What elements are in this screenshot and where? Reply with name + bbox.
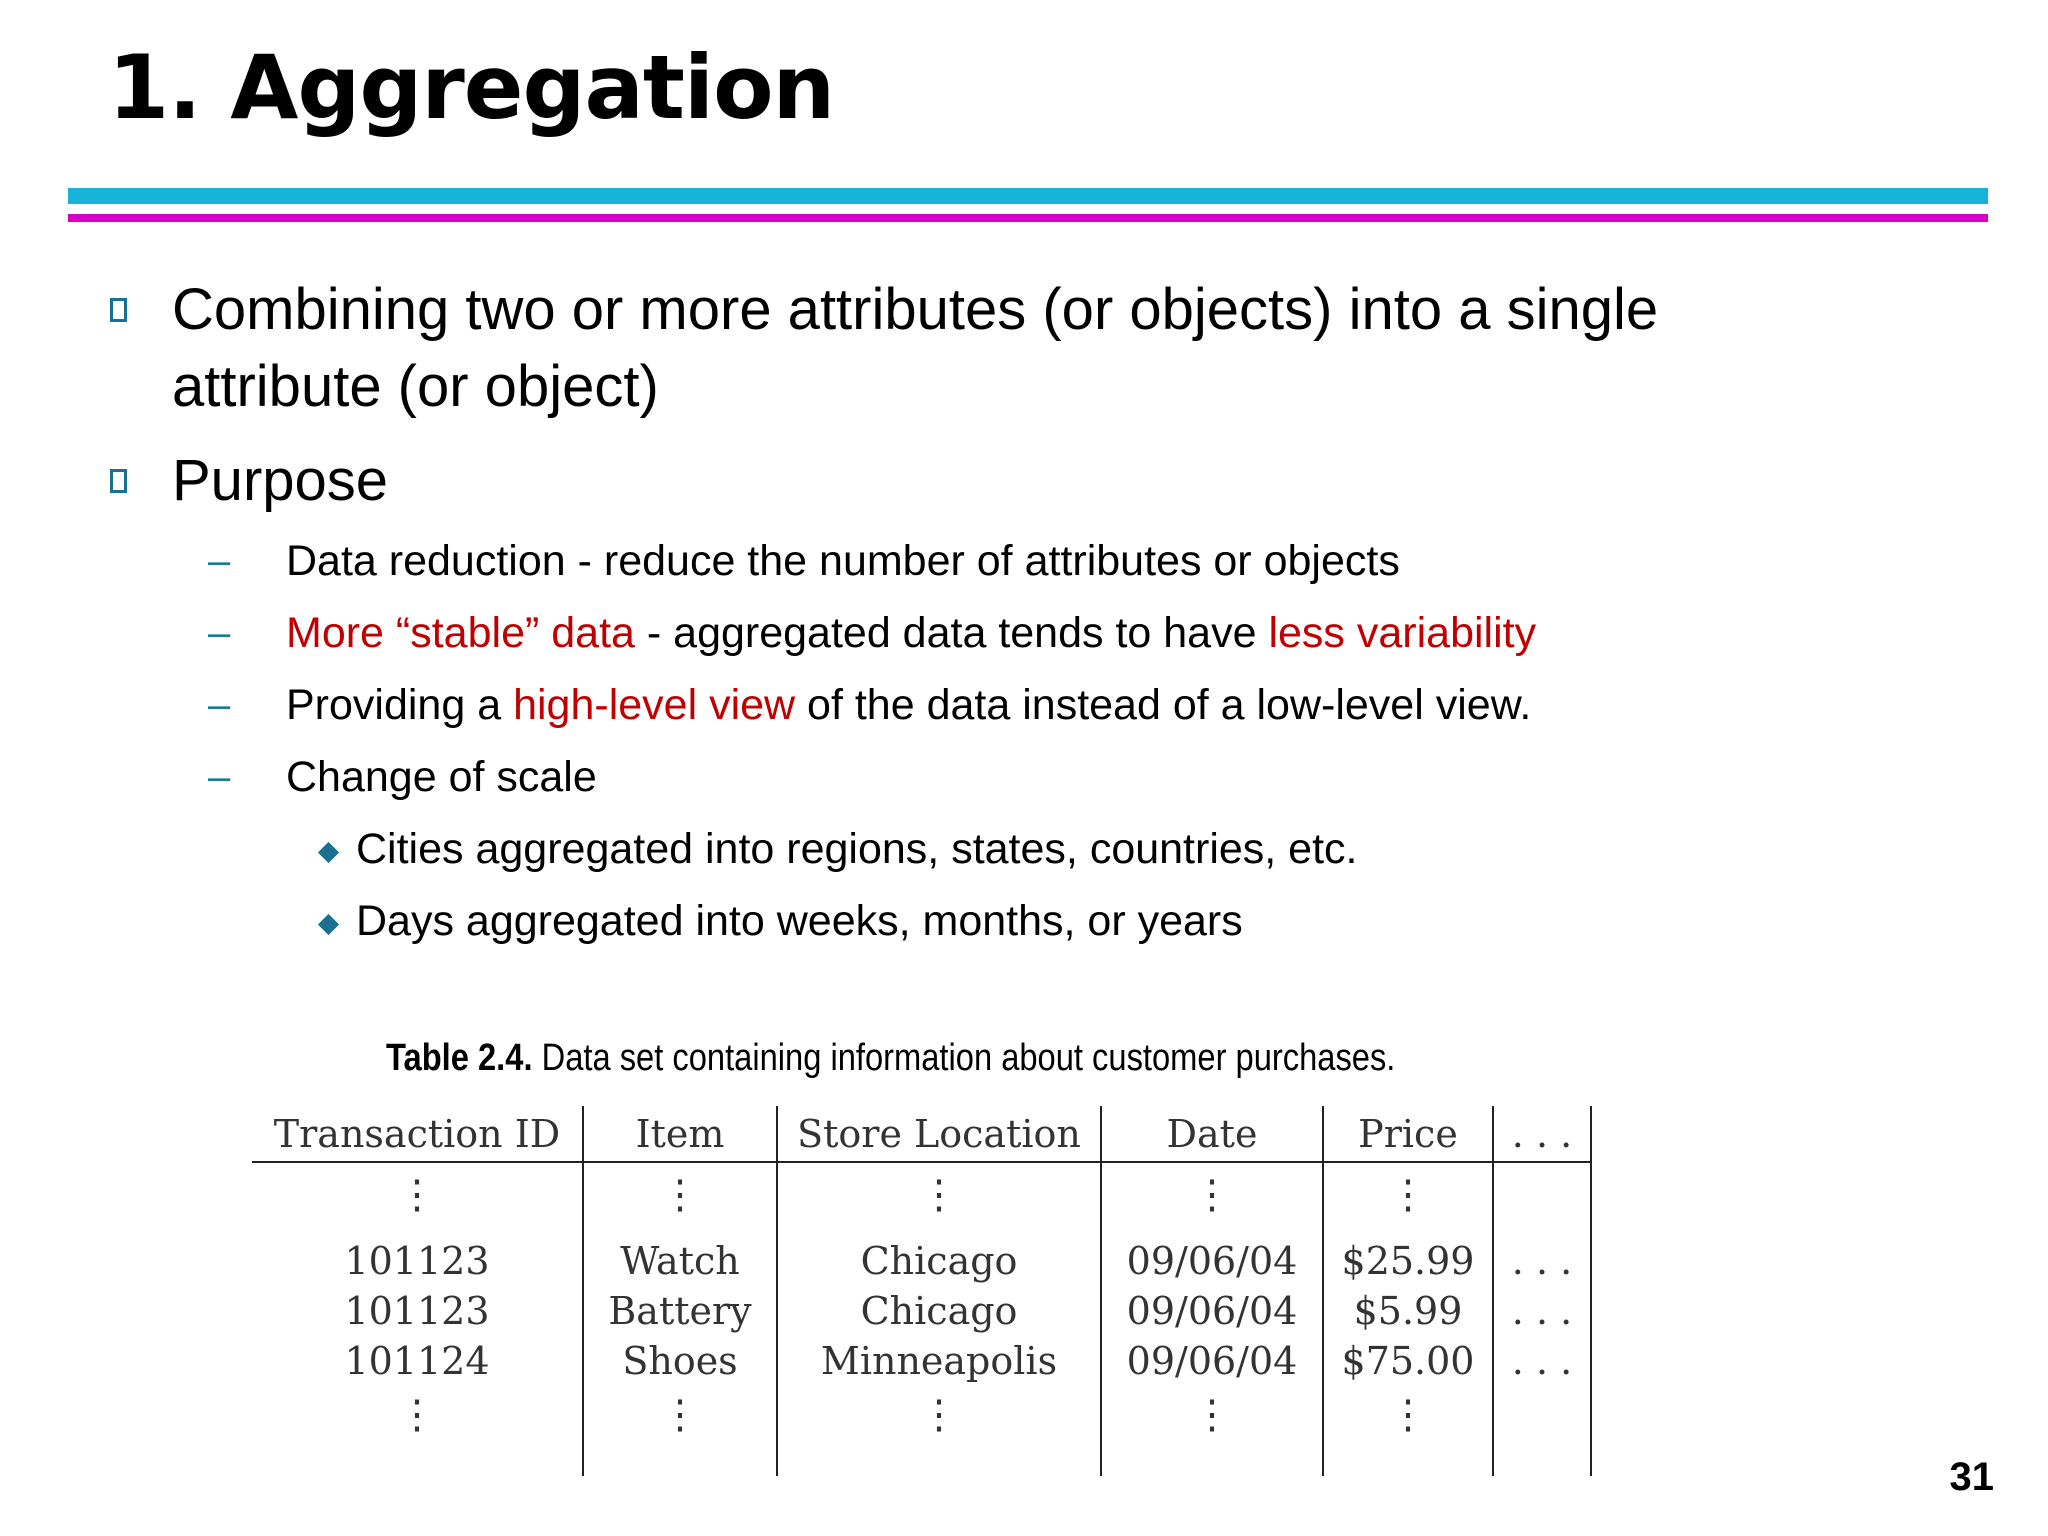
vertical-ellipsis: ⋮ [397, 1172, 437, 1218]
cell-item: Shoes [622, 1339, 738, 1383]
vertical-ellipsis: ⋮ [1192, 1392, 1232, 1438]
cell-store-location: Chicago [860, 1289, 1018, 1333]
vertical-ellipsis: ⋮ [397, 1392, 437, 1438]
cell-more: . . . [1511, 1339, 1573, 1383]
page-number: 31 [1949, 1455, 1994, 1499]
header-item: Item [635, 1112, 725, 1156]
stable-data-text: - aggregated data tends to have [634, 609, 1269, 657]
item-stable-data [286, 609, 1536, 657]
cell-transaction-id: 101123 [344, 1239, 490, 1283]
table-caption-text: Data set containing information about customer purchases. [532, 1037, 1396, 1079]
header-store-location: Store Location [797, 1112, 1081, 1156]
cell-price: $25.99 [1341, 1239, 1475, 1283]
cell-more: . . . [1511, 1289, 1573, 1333]
cell-price: $75.00 [1341, 1339, 1475, 1383]
cell-price: $5.99 [1353, 1289, 1463, 1333]
cell-item: Battery [608, 1289, 752, 1333]
high-level-emphasis: high-level view [513, 681, 796, 729]
cell-item: Watch [620, 1239, 740, 1283]
header-more: . . . [1511, 1112, 1573, 1156]
vertical-ellipsis: ⋮ [919, 1172, 959, 1218]
square-bullet-icon [110, 469, 127, 493]
title-rule-magenta [68, 214, 1988, 222]
subitem-cities: Cities aggregated into regions, states, countries, etc. [356, 825, 1358, 873]
less-variability-emphasis: less variability [1268, 609, 1537, 657]
bullet-combining-line2: attribute (or object) [172, 354, 659, 419]
purchases-table [252, 1106, 1592, 1476]
item-data-reduction: Data reduction - reduce the number of attributes or objects [286, 537, 1400, 585]
item-high-level-view [286, 681, 1531, 729]
cell-transaction-id: 101124 [344, 1339, 490, 1383]
vertical-ellipsis: ⋮ [1388, 1172, 1428, 1218]
cell-date: 09/06/04 [1126, 1339, 1298, 1383]
vertical-ellipsis: ⋮ [660, 1172, 700, 1218]
title-rule-cyan [68, 188, 1988, 204]
header-transaction-id: Transaction ID [273, 1112, 561, 1156]
dash-bullet-icon: – [208, 683, 231, 727]
high-level-post: of the data instead of a low-level view. [795, 681, 1532, 729]
header-price: Price [1358, 1112, 1458, 1156]
dash-bullet-icon: – [208, 539, 231, 583]
vertical-ellipsis: ⋮ [660, 1392, 700, 1438]
table-header-rule [252, 1161, 1592, 1163]
cell-transaction-id: 101123 [344, 1289, 490, 1333]
slide-title: 1. Aggregation [108, 36, 835, 139]
dash-bullet-icon: – [208, 611, 231, 655]
subitem-days: Days aggregated into weeks, months, or years [356, 897, 1243, 945]
cell-store-location: Chicago [860, 1239, 1018, 1283]
square-bullet-icon [110, 298, 127, 322]
bullet-purpose: Purpose [172, 448, 389, 513]
stable-data-emphasis: More “stable” data [286, 609, 635, 657]
table-caption [386, 1034, 1395, 1082]
header-date: Date [1166, 1112, 1258, 1156]
vertical-ellipsis: ⋮ [919, 1392, 959, 1438]
table-caption-label: Table 2.4. [386, 1037, 533, 1079]
cell-store-location: Minneapolis [820, 1339, 1058, 1383]
column-divider [1590, 1106, 1592, 1476]
bullet-combining-line1: Combining two or more attributes (or objects) into a single [172, 277, 1659, 342]
diamond-bullet-icon [318, 914, 339, 935]
cell-date: 09/06/04 [1126, 1239, 1298, 1283]
diamond-bullet-icon [318, 842, 339, 863]
dash-bullet-icon: – [208, 755, 231, 799]
vertical-ellipsis: ⋮ [1192, 1172, 1232, 1218]
cell-date: 09/06/04 [1126, 1289, 1298, 1333]
high-level-pre: Providing a [286, 681, 514, 729]
vertical-ellipsis: ⋮ [1388, 1392, 1428, 1438]
cell-more: . . . [1511, 1239, 1573, 1283]
item-change-of-scale: Change of scale [286, 753, 597, 801]
